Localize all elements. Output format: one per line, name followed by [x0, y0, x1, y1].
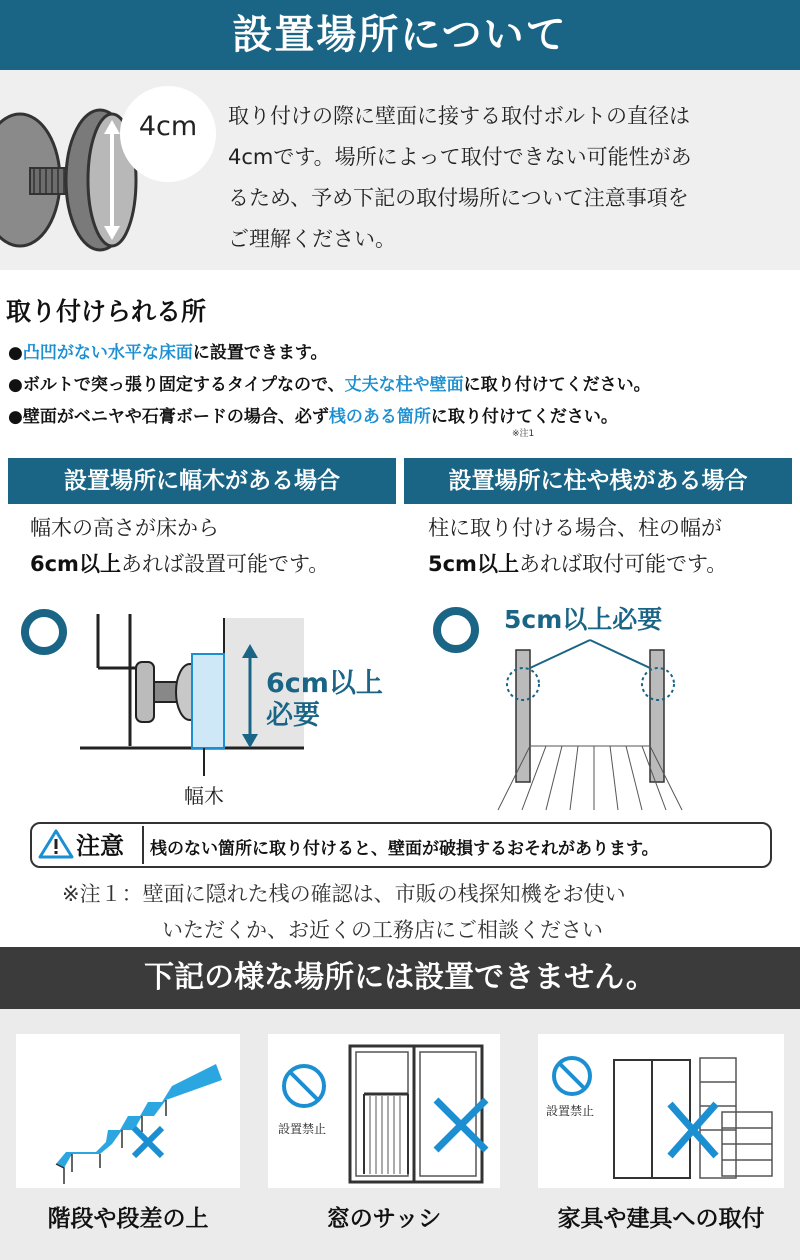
intro-line: 4cmです。場所によって取付できない可能性があ [228, 145, 692, 169]
intro-line: るため、予め下記の取付場所について注意事項を [228, 186, 689, 210]
can-install-item: ●ボルトで突っ張り固定するタイプなので、丈夫な柱や壁面に取り付けてください。 [8, 375, 651, 395]
intro-line: 取り付けの際に壁面に接する取付ボルトの直径は [228, 104, 690, 128]
ok-mark-icon [437, 611, 475, 649]
caution-label: 注意 [76, 832, 124, 860]
section-pillar-title: 設置場所に柱や桟がある場合 [404, 458, 792, 504]
baseboard-label: 幅木 [184, 784, 224, 808]
can-install-item: ●凸凹がない水平な床面に設置できます。 [8, 343, 328, 363]
furniture-prohibited-sign: 設置禁止 [546, 1104, 595, 1118]
can-install-item: ●壁面がベニヤや石膏ボードの場合、必ず桟のある箇所に取り付けてください。 [8, 407, 618, 427]
window-illustration [268, 1034, 500, 1188]
note-mark: ※注1 [512, 429, 535, 439]
card-stairs-label: 階段や段差の上 [47, 1206, 209, 1232]
bolt-illustration [0, 100, 140, 260]
footnote: ※注１：壁面に隠れた桟の確認は、市販の桟探知機をお使い いただくか、お近くの工務店にご相談ください [62, 882, 626, 942]
page-title: 設置場所について [0, 0, 800, 70]
card-window-label: 窓のサッシ [326, 1206, 442, 1232]
intro-description [228, 96, 788, 260]
card-furniture-label: 家具や建具への取付 [557, 1206, 765, 1232]
diameter-label: 4cm [120, 86, 216, 182]
baseboard-height-label: 6cm以上 必要 [266, 668, 383, 731]
window-prohibited-sign: 設置禁止 [278, 1122, 327, 1136]
caution-divider [142, 826, 144, 864]
stairs-illustration [16, 1034, 240, 1188]
intro-line: ご理解ください。 [228, 227, 396, 251]
caution-text: 桟のない箇所に取り付けると、壁面が破損するおそれがあります。 [150, 839, 659, 859]
section-pillar-text: 柱に取り付ける場合、柱の幅が 5cm以上あれば取付可能です。 [428, 516, 728, 576]
section-baseboard-text: 幅木の高さが床から 6cm以上あれば設置可能です。 [30, 516, 330, 576]
ok-mark-icon [25, 613, 63, 651]
pillar-width-label: 5cm以上必要 [504, 605, 663, 634]
can-install-title: 取り付けられる所 [6, 297, 207, 326]
section-baseboard-title: 設置場所に幅木がある場合 [8, 458, 396, 504]
cannot-install-title: 下記の様な場所には設置できません。 [0, 947, 800, 1009]
warning-icon [38, 828, 74, 860]
